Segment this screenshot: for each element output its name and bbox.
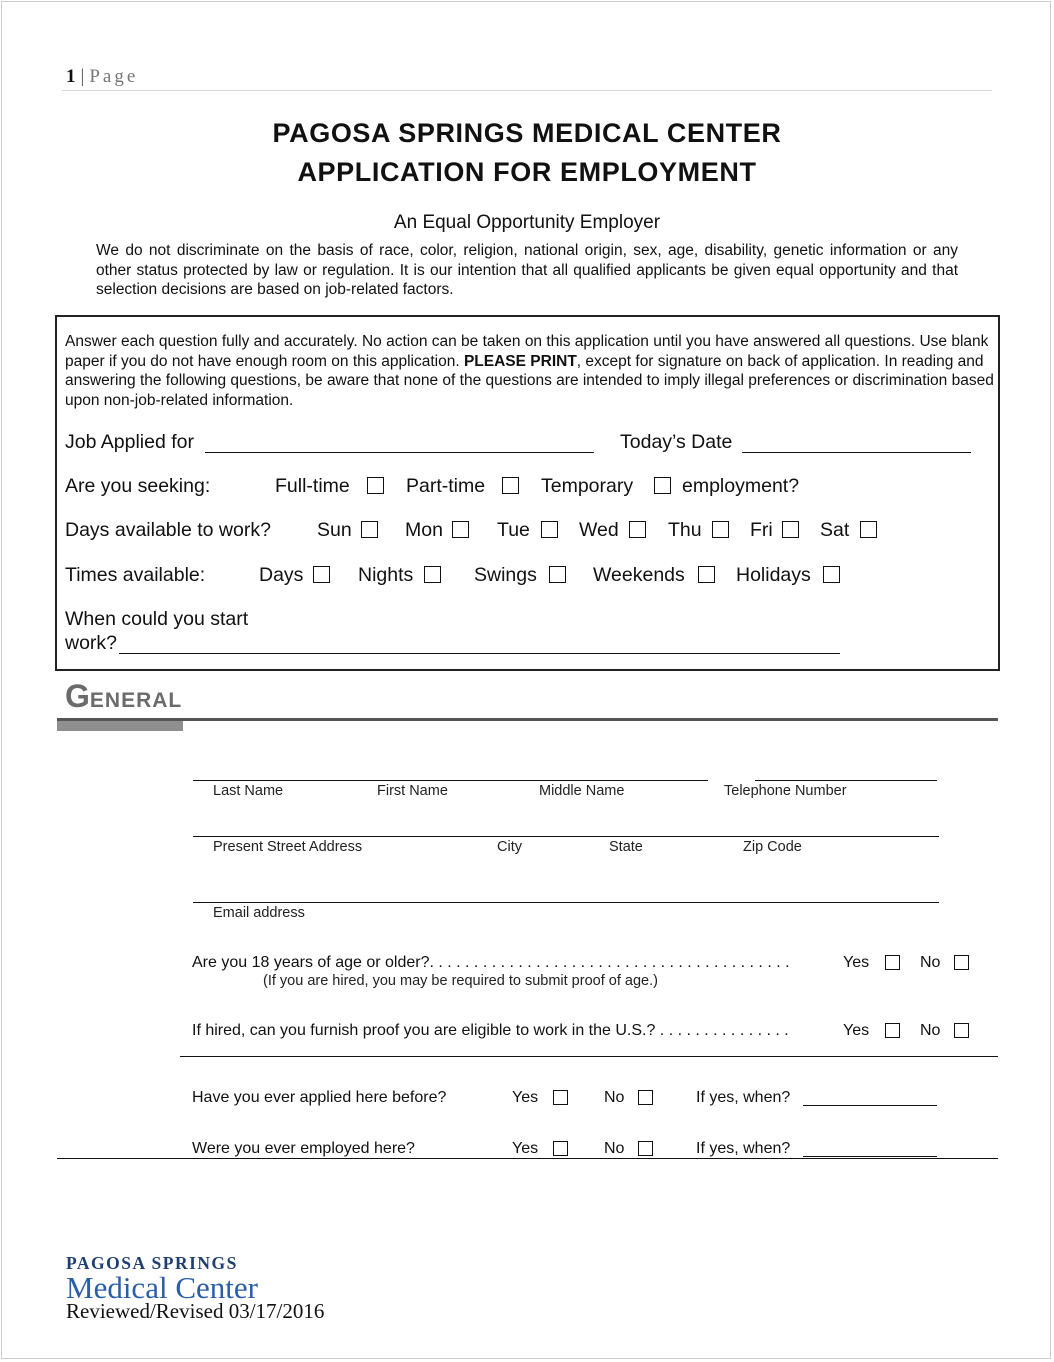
section-tab	[57, 721, 183, 731]
day-mon-checkbox[interactable]	[452, 521, 469, 538]
day-fri-label: Fri	[750, 519, 773, 541]
seeking-fulltime-checkbox[interactable]	[367, 477, 384, 494]
employed-when-input[interactable]	[803, 1156, 937, 1157]
name-input-line[interactable]	[193, 780, 708, 781]
day-sun-label: Sun	[317, 519, 352, 541]
section-cap: G	[65, 678, 90, 714]
seeking-label: Are you seeking:	[65, 475, 211, 497]
please-print-emphasis: PLEASE PRINT	[463, 352, 577, 370]
time-weekends-checkbox[interactable]	[698, 566, 715, 583]
employed-when-label: If yes, when?	[696, 1140, 791, 1157]
seeking-parttime-checkbox[interactable]	[502, 477, 519, 494]
day-thu-checkbox[interactable]	[712, 521, 729, 538]
seeking-suffix: employment?	[682, 475, 800, 497]
eeo-statement: We do not discriminate on the basis of race, color, religion, national origin, sex, age, disability, genetic information or any other status protected by law or regulation. It is our intention that all qualified applicants be given equal opportunity and that selection decisions are based on job-related factors.	[96, 242, 958, 298]
revision-date: Reviewed/Revised 03/17/2016	[66, 1299, 325, 1323]
eligibility-question: If hired, can you furnish proof you are eligible to work in the U.S.? . . . . . . . . . . . . . . .	[192, 1022, 789, 1039]
day-tue-label: Tue	[497, 519, 530, 541]
applied-when-label: If yes, when?	[696, 1089, 791, 1106]
zip-code-label: Zip Code	[743, 839, 802, 855]
employed-no-label: No	[604, 1140, 625, 1157]
day-fri-checkbox[interactable]	[782, 521, 799, 538]
day-wed-checkbox[interactable]	[629, 521, 646, 538]
section-general-heading	[65, 678, 182, 715]
applied-yes-label: Yes	[512, 1089, 539, 1106]
start-date-input[interactable]	[119, 653, 840, 654]
age-yes-label: Yes	[843, 954, 870, 971]
last-name-label: Last Name	[213, 783, 284, 799]
eligibility-yes-checkbox[interactable]	[885, 1023, 900, 1038]
todays-date-input[interactable]	[742, 452, 971, 453]
email-label: Email address	[213, 905, 305, 921]
seeking-fulltime-label: Full-time	[275, 475, 350, 497]
section-rest: ENERAL	[89, 689, 183, 712]
page-number-header	[66, 66, 138, 88]
state-label: State	[609, 839, 643, 855]
employed-no-checkbox[interactable]	[638, 1141, 653, 1156]
applied-when-input[interactable]	[803, 1105, 937, 1106]
eligibility-yes-label: Yes	[843, 1022, 870, 1039]
employed-question: Were you ever employed here?	[192, 1140, 415, 1157]
todays-date-label: Today’s Date	[620, 431, 733, 453]
divider-rule	[180, 1056, 998, 1057]
seeking-temporary-checkbox[interactable]	[654, 477, 671, 494]
start-label-line1: When could you start	[65, 608, 249, 630]
day-sat-label: Sat	[820, 519, 850, 541]
logo-pagosa-springs: PAGOSA SPRINGS	[66, 1253, 238, 1273]
day-mon-label: Mon	[405, 519, 443, 541]
telephone-input-line[interactable]	[755, 780, 937, 781]
instructions-part1: Answer each question fully and accurately. No action can be taken on this application until you have answered all questions. Use blank paper if you do not have enough room on this application.	[65, 333, 989, 370]
middle-name-label: Middle Name	[539, 783, 625, 799]
email-input-line[interactable]	[193, 902, 939, 903]
street-address-label: Present Street Address	[213, 839, 363, 855]
header-rule	[62, 90, 992, 91]
page-word: Page	[89, 66, 139, 87]
day-sat-checkbox[interactable]	[860, 521, 877, 538]
page-separator: |	[80, 66, 86, 87]
seeking-temporary-label: Temporary	[541, 475, 634, 497]
title-application: APPLICATION FOR EMPLOYMENT	[297, 157, 757, 187]
employed-yes-label: Yes	[512, 1140, 539, 1157]
day-thu-label: Thu	[668, 519, 702, 541]
time-swings-label: Swings	[474, 564, 537, 586]
time-days-label: Days	[259, 564, 304, 586]
times-label: Times available:	[65, 564, 206, 586]
day-tue-checkbox[interactable]	[541, 521, 558, 538]
seeking-parttime-label: Part-time	[406, 475, 486, 497]
days-label: Days available to work?	[65, 519, 271, 541]
eligibility-no-checkbox[interactable]	[954, 1023, 969, 1038]
first-name-label: First Name	[377, 783, 448, 799]
time-weekends-label: Weekends	[593, 564, 685, 586]
time-nights-checkbox[interactable]	[424, 566, 441, 583]
applied-yes-checkbox[interactable]	[553, 1090, 568, 1105]
address-input-line[interactable]	[193, 836, 939, 837]
telephone-label: Telephone Number	[724, 783, 847, 799]
time-holidays-checkbox[interactable]	[823, 566, 840, 583]
section-bottom-rule	[57, 1158, 998, 1159]
start-label-line2: work?	[65, 632, 118, 654]
time-holidays-label: Holidays	[736, 564, 811, 586]
applied-no-checkbox[interactable]	[638, 1090, 653, 1105]
title-organization: PAGOSA SPRINGS MEDICAL CENTER	[272, 118, 782, 148]
day-wed-label: Wed	[579, 519, 619, 541]
employed-yes-checkbox[interactable]	[553, 1141, 568, 1156]
subtitle-eoe: An Equal Opportunity Employer	[393, 212, 661, 233]
time-swings-checkbox[interactable]	[549, 566, 566, 583]
instructions-text	[65, 332, 995, 410]
age-question: Are you 18 years of age or older?. . . . . . . . . . . . . . . . . . . . . . . . . . . . . . . . . . . . . . . . .	[192, 954, 790, 971]
age-yes-checkbox[interactable]	[885, 955, 900, 970]
time-days-checkbox[interactable]	[313, 566, 330, 583]
applied-no-label: No	[604, 1089, 625, 1106]
instructions-part2: , except for signature on back of application. In reading and answering the following questions, be aware that none of the questions are intended to imply illegal preferences or discrimination based upon non-job-related information.	[65, 352, 994, 409]
age-no-label: No	[920, 954, 941, 971]
age-no-checkbox[interactable]	[954, 955, 969, 970]
age-note: (If you are hired, you may be required to submit proof of age.)	[263, 973, 658, 989]
job-applied-label: Job Applied for	[65, 431, 195, 453]
logo-medical-center: Medical Center	[66, 1270, 258, 1305]
section-rule	[57, 718, 998, 721]
city-label: City	[497, 839, 522, 855]
day-sun-checkbox[interactable]	[361, 521, 378, 538]
page-number: 1	[66, 66, 77, 87]
job-applied-input[interactable]	[205, 452, 594, 453]
applied-question: Have you ever applied here before?	[192, 1089, 447, 1106]
time-nights-label: Nights	[358, 564, 414, 586]
eligibility-no-label: No	[920, 1022, 941, 1039]
